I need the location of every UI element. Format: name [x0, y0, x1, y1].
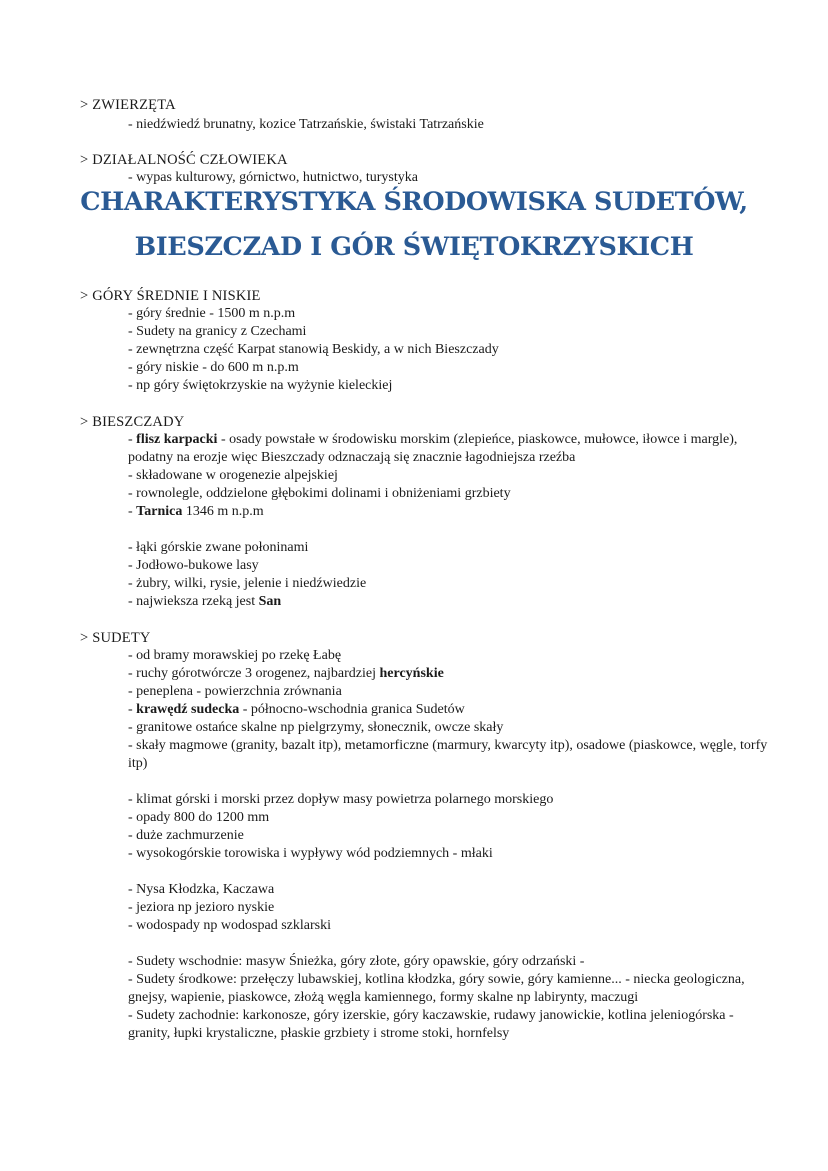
list-item: - żubry, wilki, rysie, jelenie i niedźwiedzie — [128, 576, 367, 591]
spacer — [128, 935, 768, 953]
list-item: - składowane w orogenezie alpejskiej — [128, 468, 338, 483]
list-item-krawedz — [128, 701, 768, 719]
list-item: - Jodłowo-bukowe lasy — [128, 558, 259, 573]
list-item-tarnica — [128, 503, 768, 521]
list-item: - Sudety wschodnie: masyw Śnieżka, góry złote, góry opawskie, góry odrzański - — [128, 954, 585, 969]
term-description: 1346 m n.p.m — [182, 504, 264, 519]
list-item: - opady 800 do 1200 mm — [128, 810, 270, 825]
zwierzeta-list — [128, 116, 768, 134]
term-hercynskie: hercyńskie — [379, 666, 444, 681]
spacer — [128, 863, 768, 881]
list-item: - np góry świętokrzyskie na wyżynie kieleckiej — [128, 378, 393, 393]
list-item: - skały magmowe (granity, bazalt itp), metamorficzne (marmury, kwarcyty itp), osadowe (piaskowce, węgle, torfy itp) — [128, 738, 768, 771]
list-item: - Sudety zachodnie: karkonosze, góry izerskie, góry kaczawskie, rudawy janowickie, kotlina jeleniogórska - granity, łupki krystaliczne, płaskie grzbiety i strome stoki, hornfelsy — [128, 1008, 734, 1041]
list-item: - klimat górski i morski przez dopływ masy powietrza polarnego morskiego — [128, 792, 554, 807]
list-item: - wysokogórskie torowiska i wypływy wód podziemnych - młaki — [128, 846, 493, 861]
list-item: - duże zachmurzenie — [128, 828, 244, 843]
list-item-hercynskie — [128, 665, 768, 683]
list-item: - peneplena - powierzchnia zrównania — [128, 684, 342, 699]
list-dash: - — [128, 702, 137, 717]
section-heading-bieszczady: > BIESZCZADY — [80, 414, 185, 430]
spacer — [128, 521, 768, 539]
list-item: - od bramy morawskiej po rzekę Łabę — [128, 648, 342, 663]
list-dash: - — [128, 504, 137, 519]
section-heading-zwierzeta: > ZWIERZĘTA — [80, 97, 176, 113]
list-text: - ruchy górotwórcze 3 orogenez, najbardziej — [128, 666, 380, 681]
page-title-line-1: CHARAKTERYSTYKA ŚRODOWISKA SUDETÓW, — [80, 187, 748, 217]
list-item: - wypas kulturowy, górnictwo, hutnictwo, turystyka — [128, 170, 418, 185]
page-title-line-2: BIESZCZAD I GÓR ŚWIĘTOKRZYSKICH — [134, 232, 694, 262]
term-flisz-karpacki: flisz karpacki — [136, 432, 218, 447]
term-description: - północno-wschodnia granica Sudetów — [239, 702, 465, 717]
section-heading-dzialalnosc: > DZIAŁALNOŚĆ CZŁOWIEKA — [80, 152, 288, 168]
term-description: - osady powstałe w środowisku morskim (zlepieńce, piaskowce, mułowce, iłowce i margle), podatny na erozje więc Bieszczady odznaczają się znacznie łagodniejsza rzeźba — [128, 432, 738, 465]
list-item: - góry średnie - 1500 m n.p.m — [128, 306, 296, 321]
list-item: - zewnętrzna część Karpat stanowią Beskidy, a w nich Bieszczady — [128, 342, 499, 357]
gory-list — [128, 305, 768, 395]
dzialalnosc-list — [128, 169, 768, 187]
list-item: - rownolegle, oddzielone głębokimi dolinami i obniżeniami grzbiety — [128, 486, 511, 501]
list-item: - łąki górskie zwane połoninami — [128, 540, 309, 555]
section-heading-sudety: > SUDETY — [80, 630, 151, 646]
list-item-flisz — [128, 431, 768, 467]
sudety-list — [128, 647, 768, 1043]
section-heading-gory: > GÓRY ŚREDNIE I NISKIE — [80, 288, 261, 304]
list-item: - wodospady np wodospad szklarski — [128, 918, 331, 933]
list-item: - niedźwiedź brunatny, kozice Tatrzańskie, świstaki Tatrzańskie — [128, 117, 484, 132]
list-item-san — [128, 593, 768, 611]
list-text: - najwieksza rzeką jest — [128, 594, 259, 609]
term-san: San — [258, 594, 282, 609]
list-item: - Nysa Kłodzka, Kaczawa — [128, 882, 275, 897]
spacer — [128, 773, 768, 791]
list-item: - granitowe ostańce skalne np pielgrzymy, słonecznik, owcze skały — [128, 720, 504, 735]
list-item: - góry niskie - do 600 m n.p.m — [128, 360, 299, 375]
list-dash: - — [128, 432, 137, 447]
term-krawedz-sudecka: krawędź sudecka — [136, 702, 240, 717]
list-item: - jeziora np jezioro nyskie — [128, 900, 275, 915]
list-item: - Sudety środkowe: przełęczy lubawskiej, kotlina kłodzka, góry sowie, góry kamienne... - niecka geologiczna, gnejsy, wapienie, piaskowce, złożą węgla kamiennego, formy skalne np labirynty, maczugi — [128, 972, 745, 1005]
bieszczady-list — [128, 431, 768, 611]
term-tarnica: Tarnica — [136, 504, 183, 519]
list-item: - Sudety na granicy z Czechami — [128, 324, 307, 339]
